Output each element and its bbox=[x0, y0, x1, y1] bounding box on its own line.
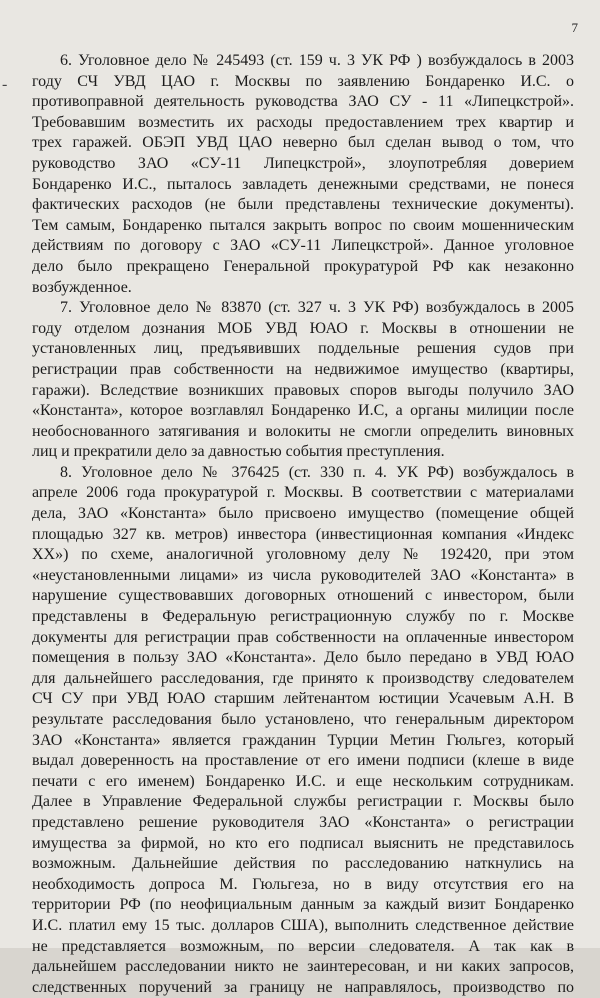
margin-mark: - bbox=[2, 76, 8, 93]
document-body bbox=[32, 51, 574, 998]
text-line: необходимость допроса М. Гюльгеза, но в виду отсутствия его на bbox=[32, 875, 574, 893]
text-line: гаражи). Вследствие возникших правовых споров выгоды получило ЗАО bbox=[32, 381, 574, 399]
paragraph-6 bbox=[32, 51, 574, 298]
text-line: «Константа», которое возглавлял Бондаренко И.С, а органы милиции после bbox=[32, 402, 574, 420]
text-line: необоснованного затягивания и волокиты не смогли определить виновных bbox=[32, 422, 574, 440]
text-line: действиям по договору с ЗАО «СУ-11 Липецкстрой». Данное уголовное bbox=[32, 237, 574, 255]
text-line: Далее в Управление Федеральной службы регистрации г. Москвы было bbox=[32, 793, 574, 811]
text-line: выдал доверенность на проставление от его имени подписи (клеше в виде bbox=[32, 752, 574, 770]
text-line: установленных лиц, предъявивших поддельные решения судов при bbox=[32, 340, 574, 358]
text-line: трех гаражей. ОБЭП УВД ЦАО неверно был сделан вывод о том, что bbox=[32, 134, 574, 152]
text-line: году отделом дознания МОБ УВД ЮАО г. Москвы в отношении не bbox=[32, 319, 574, 337]
text-line: 8. Уголовное дело № 376425 (ст. 330 п. 4. УК РФ) возбуждалось в bbox=[60, 463, 574, 481]
text-line: руководство ЗАО «СУ-11 Липецкстрой», злоупотребляя доверием bbox=[32, 154, 574, 172]
text-line: Бондаренко И.С., пыталось завладеть денежными средствами, не понеся bbox=[32, 175, 574, 193]
text-line: представлены в Федеральную регистрационную службу по г. Москве bbox=[32, 608, 574, 626]
text-line: дела, ЗАО «Константа» было присвоено имущество (помещение общей bbox=[32, 505, 574, 523]
text-line: регистрации прав собственности на недвижимое имущество (квартиры, bbox=[32, 360, 574, 378]
text-line: дело было прекращено Генеральной прокуратурой РФ как незаконно bbox=[32, 257, 574, 275]
text-line: лиц и прекратили дело за давностью события преступления. bbox=[32, 443, 445, 461]
text-line: площадью 327 кв. метров) инвестора (инвестиционная компания «Индекс bbox=[32, 525, 574, 543]
text-line: для дальнейшего расследования, где принято к производству следователем bbox=[32, 669, 574, 687]
paragraph-8 bbox=[32, 463, 574, 998]
text-line: «неустановленными лицами» из числа руководителей ЗАО «Константа» в bbox=[32, 566, 574, 584]
page-number: 7 bbox=[571, 20, 578, 35]
text-line: нарушение существовавших договорных отношений с инвестором, были bbox=[32, 587, 574, 605]
text-line: печати с его именем) Бондаренко И.С. и еще нескольким сотрудникам. bbox=[32, 772, 574, 790]
text-line: И.С. платил ему 15 тыс. долларов США), выполнить следственное действие bbox=[32, 916, 574, 934]
text-line: документы для регистрации прав собственности на оплаченные инвестором bbox=[32, 628, 574, 646]
text-line: году СЧ УВД ЦАО г. Москвы по заявлению Бондаренко И.С. о bbox=[32, 72, 574, 90]
text-line: СЧ СУ при УВД ЮАО старшим лейтенантом юстиции Усачевым А.Н. В bbox=[32, 690, 574, 708]
text-line: представлено решение руководителя ЗАО «Константа» о регистрации bbox=[32, 813, 574, 831]
text-line: территории РФ (по неофициальным данным за каждый визит Бондаренко bbox=[32, 896, 574, 914]
text-line: Тем самым, Бондаренко пытался закрыть вопрос по своим мошенническим bbox=[32, 216, 574, 234]
text-line: XX») по схеме, аналогичной уголовному делу № 192420, при этом bbox=[32, 546, 574, 564]
text-line: помещения в пользу ЗАО «Константа». Дело было передано в УВД ЮАО bbox=[32, 649, 574, 667]
text-line: дальнейшем расследовании никто не заинтересован, и ни каких запросов, bbox=[32, 958, 574, 976]
text-line: Требовавшим возместить их расходы предоставлением трех квартир и bbox=[32, 113, 574, 131]
text-line: следственных поручений за границу не направлялось, производство по bbox=[32, 978, 574, 996]
text-line: апреле 2006 года прокуратурой г. Москвы. В соответствии с материалами bbox=[32, 484, 574, 502]
text-line: 7. Уголовное дело № 83870 (ст. 327 ч. 3 УК РФ) возбуждалось в 2005 bbox=[60, 299, 574, 317]
text-line: не представляется возможным, по версии следователя. А так как в bbox=[32, 937, 574, 955]
text-line: возможным. Дальнейшие действия по расследованию наткнулись на bbox=[32, 855, 574, 873]
text-line: ЗАО «Константа» является гражданин Турции Метин Гюльгез, который bbox=[32, 731, 574, 749]
paragraph-7 bbox=[32, 298, 574, 463]
text-line: фактических расходов (не были представлены технические документы). bbox=[32, 196, 574, 214]
text-line: противоправной деятельность руководства ЗАО СУ - 11 «Липецкстрой». bbox=[32, 93, 574, 111]
text-line: 6. Уголовное дело № 245493 (ст. 159 ч. 3 УК РФ ) возбуждалось в 2003 bbox=[60, 52, 574, 69]
text-line: имущества за фирмой, но кто его подписал выяснить не представилось bbox=[32, 834, 574, 852]
text-line: результате расследования было установлено, что генеральным директором bbox=[32, 711, 574, 728]
text-line: возбужденное. bbox=[32, 278, 132, 296]
